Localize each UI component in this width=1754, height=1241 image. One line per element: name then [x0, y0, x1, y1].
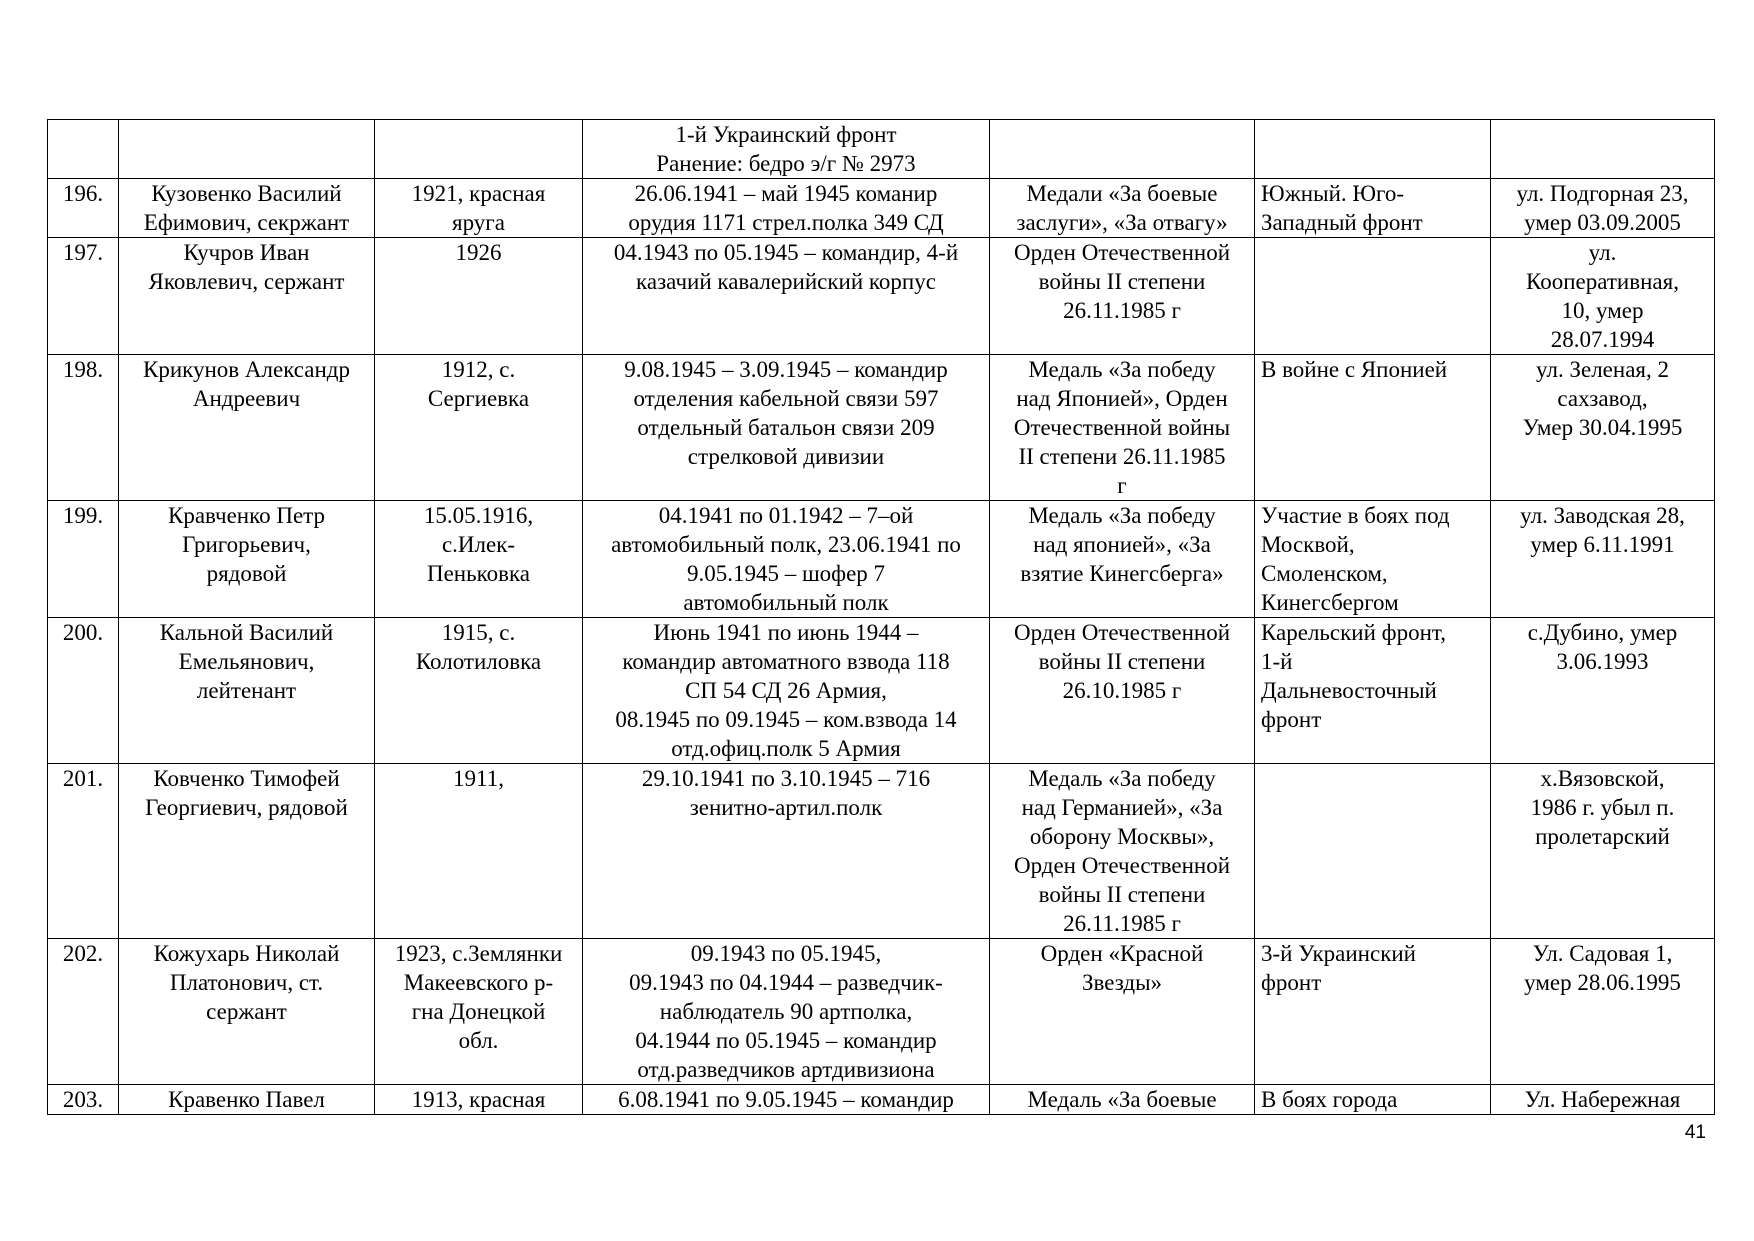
- page-number: 41: [1684, 1122, 1706, 1143]
- table-row: [48, 1085, 1715, 1115]
- awards-cell: Медаль «За победу над Германией», «За оборону Москвы», Орден Отечественной войны II степени 26.11.1985 г: [990, 764, 1255, 939]
- table-row: [48, 238, 1715, 355]
- birth-cell: 15.05.1916, с.Илек- Пеньковка: [375, 501, 583, 618]
- service-cell: 1-й Украинский фронт Ранение: бедро э/г № 2973: [583, 120, 990, 179]
- name-cell: Кузовенко Василий Ефимович, секржант: [119, 179, 375, 238]
- address-cell: [1491, 120, 1715, 179]
- address-cell: ул. Кооперативная, 10, умер 28.07.1994: [1491, 238, 1715, 355]
- name-cell: [119, 120, 375, 179]
- front-cell: Южный. Юго- Западный фронт: [1255, 179, 1491, 238]
- name-cell: Кравченко Петр Григорьевич, рядовой: [119, 501, 375, 618]
- front-cell: [1255, 120, 1491, 179]
- table-row: [48, 120, 1715, 179]
- table-row: [48, 355, 1715, 501]
- front-cell: Участие в боях под Москвой, Смоленском, Кинегсбергом: [1255, 501, 1491, 618]
- row-number-cell: 200.: [48, 618, 119, 764]
- table-row: [48, 618, 1715, 764]
- birth-cell: [375, 120, 583, 179]
- service-cell: 09.1943 по 05.1945, 09.1943 по 04.1944 – разведчик- наблюдатель 90 артполка, 04.1944 по 05.1945 – командир отд.разведчиков артдивизиона: [583, 939, 990, 1085]
- birth-cell: 1913, красная: [375, 1085, 583, 1115]
- row-number-cell: 198.: [48, 355, 119, 501]
- awards-cell: Медали «За боевые заслуги», «За отвагу»: [990, 179, 1255, 238]
- row-number-cell: 203.: [48, 1085, 119, 1115]
- name-cell: Кальной Василий Емельянович, лейтенант: [119, 618, 375, 764]
- address-cell: ул. Заводская 28, умер 6.11.1991: [1491, 501, 1715, 618]
- row-number-cell: 201.: [48, 764, 119, 939]
- address-cell: ул. Подгорная 23, умер 03.09.2005: [1491, 179, 1715, 238]
- birth-cell: 1923, с.Землянки Макеевского р- гна Донецкой обл.: [375, 939, 583, 1085]
- birth-cell: 1915, с. Колотиловка: [375, 618, 583, 764]
- address-cell: х.Вязовской, 1986 г. убыл п. пролетарский: [1491, 764, 1715, 939]
- front-cell: [1255, 238, 1491, 355]
- awards-cell: Орден «Красной Звезды»: [990, 939, 1255, 1085]
- name-cell: Кучров Иван Яковлевич, сержант: [119, 238, 375, 355]
- name-cell: Крикунов Александр Андреевич: [119, 355, 375, 501]
- row-number-cell: 196.: [48, 179, 119, 238]
- service-cell: 04.1943 по 05.1945 – командир, 4-й казачий кавалерийский корпус: [583, 238, 990, 355]
- service-cell: Июнь 1941 по июнь 1944 – командир автоматного взвода 118 СП 54 СД 26 Армия, 08.1945 по 09.1945 – ком.взвода 14 отд.офиц.полк 5 Армия: [583, 618, 990, 764]
- awards-cell: Орден Отечественной войны II степени 26.10.1985 г: [990, 618, 1255, 764]
- name-cell: Ковченко Тимофей Георгиевич, рядовой: [119, 764, 375, 939]
- address-cell: ул. Зеленая, 2 сахзавод, Умер 30.04.1995: [1491, 355, 1715, 501]
- awards-cell: [990, 120, 1255, 179]
- awards-cell: Медаль «За боевые: [990, 1085, 1255, 1115]
- front-cell: Карельский фронт, 1-й Дальневосточный фронт: [1255, 618, 1491, 764]
- address-cell: с.Дубино, умер 3.06.1993: [1491, 618, 1715, 764]
- table-row: [48, 939, 1715, 1085]
- front-cell: [1255, 764, 1491, 939]
- service-cell: 04.1941 по 01.1942 – 7–ой автомобильный полк, 23.06.1941 по 9.05.1945 – шофер 7 автомобильный полк: [583, 501, 990, 618]
- front-cell: 3-й Украинский фронт: [1255, 939, 1491, 1085]
- awards-cell: Медаль «За победу над Японией», Орден Отечественной войны II степени 26.11.1985 г: [990, 355, 1255, 501]
- table-row: [48, 179, 1715, 238]
- birth-cell: 1926: [375, 238, 583, 355]
- name-cell: Кравенко Павел: [119, 1085, 375, 1115]
- awards-cell: Медаль «За победу над японией», «За взятие Кинегсберга»: [990, 501, 1255, 618]
- service-cell: 6.08.1941 по 9.05.1945 – командир: [583, 1085, 990, 1115]
- veterans-table: [47, 119, 1715, 1115]
- service-cell: 26.06.1941 – май 1945 команир орудия 1171 стрел.полка 349 СД: [583, 179, 990, 238]
- table-row: [48, 501, 1715, 618]
- row-number-cell: 197.: [48, 238, 119, 355]
- birth-cell: 1911,: [375, 764, 583, 939]
- awards-cell: Орден Отечественной войны II степени 26.11.1985 г: [990, 238, 1255, 355]
- service-cell: 29.10.1941 по 3.10.1945 – 716 зенитно-артил.полк: [583, 764, 990, 939]
- row-number-cell: [48, 120, 119, 179]
- service-cell: 9.08.1945 – 3.09.1945 – командир отделения кабельной связи 597 отдельный батальон связи 209 стрелковой дивизии: [583, 355, 990, 501]
- address-cell: Ул. Садовая 1, умер 28.06.1995: [1491, 939, 1715, 1085]
- birth-cell: 1921, красная яруга: [375, 179, 583, 238]
- front-cell: В боях города: [1255, 1085, 1491, 1115]
- veterans-table-body: [48, 120, 1715, 1115]
- name-cell: Кожухарь Николай Платонович, ст. сержант: [119, 939, 375, 1085]
- front-cell: В войне с Японией: [1255, 355, 1491, 501]
- table-row: [48, 764, 1715, 939]
- row-number-cell: 202.: [48, 939, 119, 1085]
- birth-cell: 1912, с. Сергиевка: [375, 355, 583, 501]
- address-cell: Ул. Набережная: [1491, 1085, 1715, 1115]
- row-number-cell: 199.: [48, 501, 119, 618]
